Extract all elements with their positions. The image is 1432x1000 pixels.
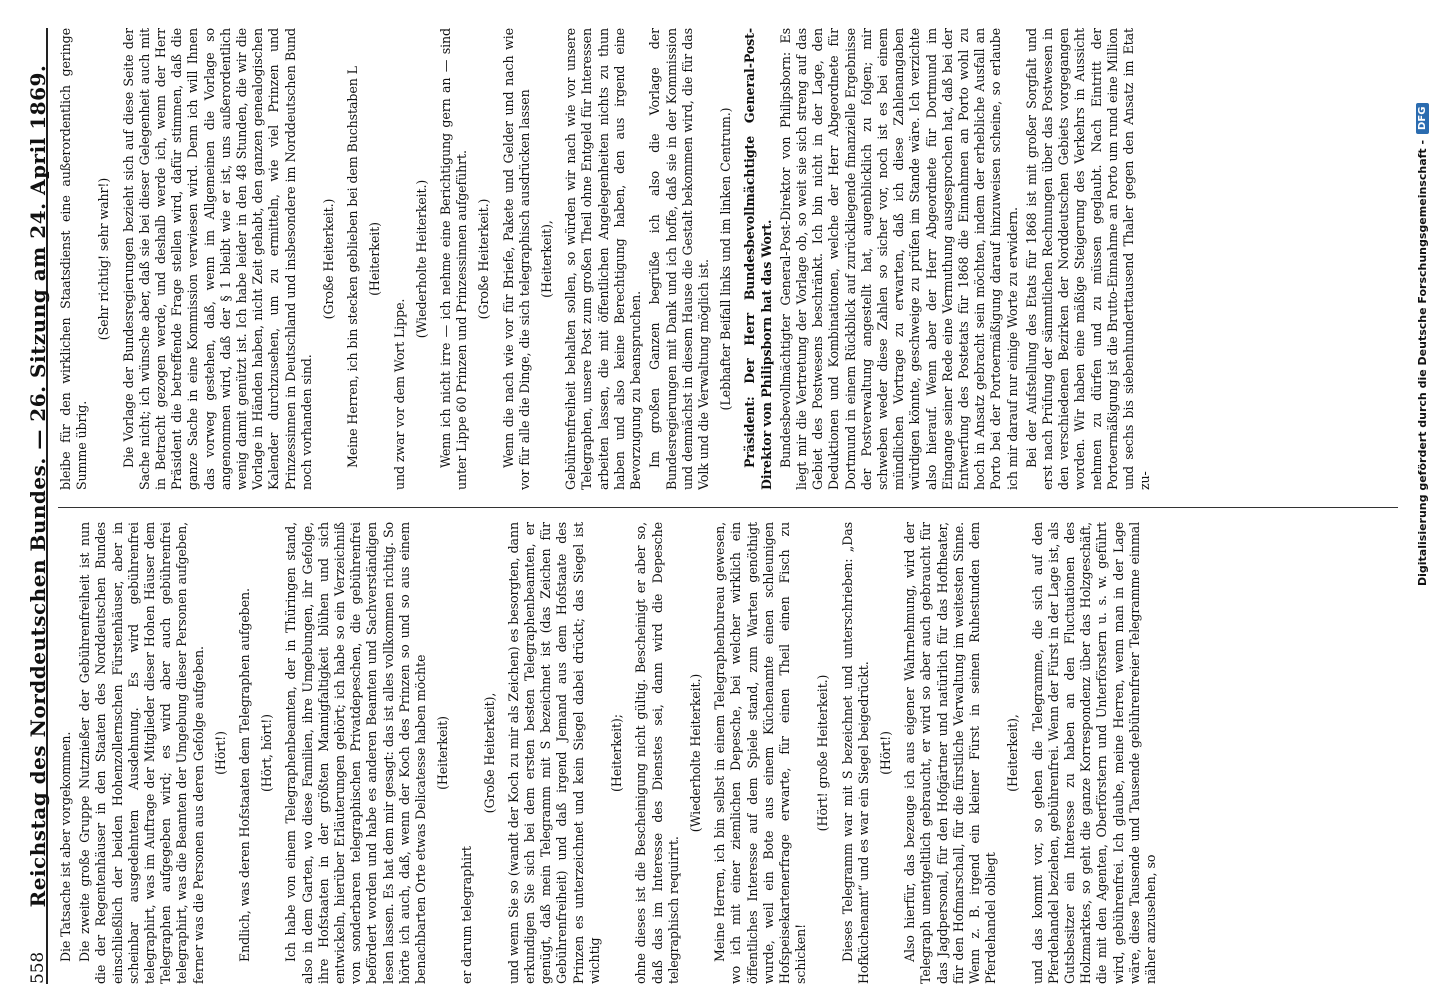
- column-divider: [58, 507, 1398, 508]
- left-column-interjection: (Wiederholte Heiterkeit.): [687, 673, 703, 833]
- right-column-interjection: (Lebhafter Beifall links und im linken Centrum.): [718, 107, 734, 411]
- right-column-paragraph: Wenn die nach wie vor für Briefe, Pakete und Gelder und nach wie vor für alle die Dinge, die sich telegraphisch ausdrücken lassen: [500, 28, 532, 490]
- right-column-paragraph: Im großen Ganzen begrüße ich also die Vorlage der Bundesregierungen mit Dank und ich hoffe, daß sie in der Kommission und demnächst in diesem Hause die Gestalt bekommen wird, die für das Volk und die Verwaltung möglich ist.: [647, 28, 711, 490]
- text-columns: [58, 28, 1398, 984]
- right-column-interjection: (Heiterkeit),: [539, 220, 555, 298]
- right-column-paragraph: Die Vorlage der Bundesregierungen bezieht sich auf diese Seite der Sache nicht; ich wünsche aber, daß sie bei dieser Gelegenheit auch mit in Betracht gezogen werde, und deshalb werde ich, wenn der Herr Präsident die betreffende Frage stellen wird, dafür stimmen, daß die ganze Sache in eine Kommission verwiesen wird. Denn ich will Ihnen das vorweg gestehen, daß, wenn im Allgemeinen die Vorlage so angenommen wird, daß der § 1 bleibt wie er ist, uns außerordentlich wenig damit genützt ist. Ich habe leider in den 48 Stunden, die wir die Vorlage in Händen haben, nicht Zeit gehabt, den ganzen genealogischen Kalender durchzusehen, um zu ermitteln, wie viel Prinzen und Prinzessinnen in Deutschland und insbesondere im Norddeutschen Bund noch vorhanden sind.: [120, 28, 314, 490]
- left-column-interjection: (Heiterkeit),: [1005, 714, 1021, 792]
- right-column-interjection: (Große Heiterkeit.): [321, 198, 337, 320]
- right-column-interjection: (Sehr richtig! sehr wahr!): [96, 177, 112, 341]
- left-column: [58, 522, 1398, 984]
- left-column-paragraph: Also hierfür, das bezeuge ich aus eigener Wahrnehmung, wird der Telegraph unentgeltlich gebraucht, er wird so aber auch gebraucht für das Jagdpersonal, für den Hofgärtner und natürlich für das Hoftheater, für den Hofmarschall, für die fürstliche Verwaltung im weitesten Sinne. Wenn z. B. irgend ein kleiner Fürst in seinen Ruhestunden dem Pferdehandel obliegt: [902, 522, 999, 984]
- left-column-paragraph: Die zweite große Gruppe Nutznießer der Gebührenfreiheit ist nun die der Regentenhäuser in den Staaten des Norddeutschen Bundes einschließlich der beiden Hohenzollernschen Fürstenhäuser, aber in scheinbar ausgedehntem Ausdehnung. Es wird gebührenfrei telegraphirt, was im Auftrage der Mitglieder dieser Hohen Häuser dem Telegraphen aufgegeben wird; es wird aber auch gebührenfrei telegraphirt, was die Beamten der Umgebung dieser Personen aufgeben, ferner was die Personen aus deren Gefolge aufgeben.: [77, 522, 206, 984]
- right-column-paragraph: Gebührenfreiheit behalten sollen, so würden wir nach wie vor unsere Telegraphen, unsere Post zum großen Theil ohne Entgeld für Interessen arbeiten lassen, die mit öffentlichen Angelegenheiten nichts zu thun haben und also keine Berechtigung haben, den aus irgend eine Bevorzugung zu beanspruchen.: [563, 28, 644, 490]
- running-title: Reichstag des Norddeutschen Bundes. — 26. Sitzung am 24. April 1869.: [25, 64, 50, 908]
- left-column-paragraph: Dieses Telegramm war mit S bezeichnet und unterschrieben: „Das Hofküchenamt“ und es war ein Siegel beigedrückt.: [839, 522, 871, 984]
- right-column-interjection: (Heiterkeit): [367, 222, 383, 296]
- right-column-interjection: (Große Heiterkeit.): [476, 198, 492, 320]
- dfg-logo-badge: DFG: [1416, 103, 1429, 134]
- left-column-paragraph: ohne dieses ist die Bescheinigung nicht gültig. Bescheinigt er aber so, daß das im Interesse des Dienstes sei, dann wird die Depesche telegraphisch requirirt.: [633, 522, 681, 984]
- left-column-interjection: (Heiterkeit);: [609, 714, 625, 792]
- left-column-paragraph: und wenn Sie so (wandt der Koch zu mir als Zeichen) es besorgten, dann erkundigen Sie sich bei dem ersten besten Telegraphenbeamten, er genügt, daß mein Telegramm mit S bezeichnet ist (das Zeichen für Gebührenfreiheit) und daß irgend Jemand aus dem Hofstaate des Prinzen es unterzeichnet und kein Siegel dabei drückt; das Siegel ist wichtig: [505, 522, 602, 984]
- left-column-paragraph: er darum telegraphirt: [459, 846, 475, 984]
- left-column-paragraph: Ich habe von einem Telegraphenbeamten, der in Thüringen stand, also in dem Garten, wo diese Familien, ihre Umgebungen, ihr Gefolge, ihre Hofstaaten in der größten Mannigfaltigkeit blühen und sich entwickeln, hierüber Erläuterungen gehört; ich habe so ein Verzeichniß von sonderbaren telegraphischen Privatdepeschen, die gebührenfrei befördert worden und habe es anderen Beamten und Sachverständigen lesen lassen. Es hat dem mir gesagt: das ist alles vollkommen richtig. So hörte ich auch, daß, wenn der Koch des Prinzen so und so aus einem benachbarten Orte etwas Delicatesse haben möchte: [283, 522, 429, 984]
- right-column-paragraph: Präsident: Der Herr Bundesbevollmächtigte General-Post-Direktor von Philipsborn hat das Wort.: [742, 28, 774, 490]
- page-header: [16, 28, 48, 984]
- watermark-text: Digitalisierung gefördert durch die Deutsche Forschungsgemeinschaft -: [1415, 139, 1429, 586]
- right-column-paragraph: Meine Herren, ich bin stecken geblieben bei dem Buchstaben L: [345, 66, 361, 468]
- left-column-paragraph: und das kommt vor, so gehen die Telegramme, die sich auf den Pferdehandel beziehen, gebührenfrei. Wenn der Fürst in der Lage ist, als Gutsbesitzer ein Interesse zu haben an den Fluctuationen des Holzmarktes, so geht die ganze Korrespondenz über das Holzgeschäft, die mit den Agenten, Oberförstern und Unterförstern u. s. w. geführt wird, gebührenfrei. Ich glaube, meine Herren, wenn man in der Lage wäre, diese Tausende und Tausende gebührenfreier Telegramme einmal näher anzusehen, so: [1029, 522, 1158, 984]
- right-column: [58, 28, 1398, 490]
- left-column-interjection: (Heiterkeit): [435, 716, 451, 790]
- right-column-paragraph: Bundesbevollmächtigter General-Post-Direktor von Philipsborn: Es liegt mir die Vertretung der Vorlage ob, so weit sie sich streng auf das Gebiet des Postwesens beschränkt. Ich bin nicht in der Lage, den Deduktionen und Kombinationen, welche der Herr Abgeordnete für Dortmund in einem Rückblick auf zurückliegende finanzielle Ergebnisse der Postverwaltung angestellt hat, augenblicklich zu folgen; mir schweben weder diese Zahlen so sicher vor, noch ist es bei einem mündlichen Vortrage zu erwarten, daß ich diese Zahlenangaben würdigen könnte, geschweige zu prüfen im Stande wäre. Ich verzichte also hierauf. Wenn aber der Herr Abgeordnete für Dortmund im Eingange seiner Rede eine Vermuthung ausgesprochen hat, daß bei der Entwerfung des Postetats für 1868 die Einnahmen an Porto wohl zu hoch in Ansatz gebracht sein möchten, indem der erhebliche Ausfall an Porto bei der Portoermäßigung darauf hinzuweisen scheine, so erlaube ich mir darauf nur einige Worte zu erwidern.: [777, 28, 1020, 490]
- left-column-paragraph: Die Tatsache ist aber vorgekommen.: [58, 731, 73, 962]
- left-column-interjection: (Hört, hört!): [259, 714, 275, 793]
- right-column-paragraph: Wenn ich nicht irre — ich nehme eine Berichtigung gern an — sind unter Lippe 60 Prinzen und Prinzessinnen aufgeführt.: [438, 28, 470, 490]
- left-column-interjection: (Hört!): [877, 731, 893, 775]
- watermark-text-row: [1410, 6, 1432, 586]
- right-column-paragraph: bleibe für den wirklichen Staatsdienst eine außerordentlich geringe Summe übrig.: [58, 28, 90, 490]
- left-column-paragraph: Meine Herren, ich bin selbst in einem Telegraphenbureau gewesen, wo ich mit einer ziemlichen Depesche, bei welcher wirklich ein öffentliches Interesse auf dem Spiele stand, zum Warten genöthigt wurde, weil ein Bote aus einem Küchenamte einen schleunigen Hofspeisekartenerfrage erwarte, für einen Theil einen Fisch zu schicken!: [712, 522, 809, 984]
- right-column-paragraph: Bei der Aufstellung des Etats für 1868 ist mit großer Sorgfalt und erst nach Prüfung der sämmtlichen Rechnungen über das Postwesen in den verschiedenen Bezirken der Norddeutschen Gebiets vorgegangen worden. Wir haben eine mäßige Steigerung des Verkehrs in Aussicht nehmen zu dürfen und zu müssen geglaubt. Nach Eintritt der Portoermäßigung ist die Brutto-Einnahme an Porto um rund eine Million und sechs bis siebenhunderttausend Thaler gegen den Ansatz im Etat zu-: [1023, 28, 1153, 490]
- rotated-page-content: [12, 22, 1402, 990]
- right-column-interjection: (Wiederholte Heiterkeit.): [413, 179, 429, 339]
- right-column-paragraph: und zwar vor dem Wort Lippe.: [391, 298, 407, 490]
- left-column-interjection: (Große Heiterkeit),: [481, 692, 497, 814]
- dfg-watermark: [1406, 6, 1430, 586]
- left-column-interjection: (Hört!): [212, 731, 228, 775]
- page-number: 558: [27, 951, 48, 984]
- left-column-interjection: (Hört! große Heiterkeit.): [815, 674, 831, 832]
- left-column-paragraph: Endlich, was deren Hofstaaten dem Telegraphen aufgeben.: [237, 588, 253, 962]
